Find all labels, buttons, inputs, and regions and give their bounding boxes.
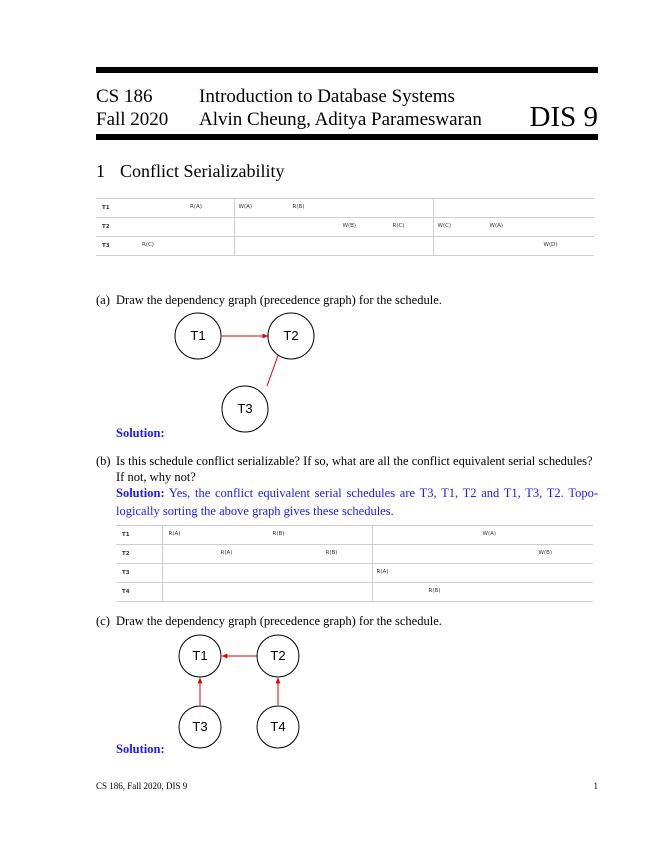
operation: R(A) — [220, 550, 233, 556]
operation: W(C) — [437, 223, 452, 229]
part-b-solution-line1: Yes, the conflict equivalent serial schedules are T3, T1, T2 and T1, T3, T2. Topo- — [168, 486, 598, 500]
cell — [234, 218, 433, 237]
part-b-question-line2: If not, why not? — [116, 470, 196, 484]
header-bottom-rule — [96, 134, 598, 140]
part-b-solution-label: Solution: — [116, 486, 165, 500]
part-a-question — [96, 292, 442, 308]
part-c-label: (c) — [96, 614, 110, 628]
cell — [372, 526, 593, 545]
table-row — [96, 218, 594, 237]
operation: W(B) — [538, 550, 553, 556]
cell — [162, 564, 372, 583]
schedule-2-table — [116, 525, 593, 602]
table-row — [96, 237, 594, 256]
row-label: T1 — [96, 199, 138, 218]
section-title: Conflict Serializability — [120, 161, 285, 181]
cell — [372, 583, 593, 602]
part-a-question-text: Draw the dependency graph (precedence graph) for the schedule. — [116, 293, 442, 307]
cell — [138, 218, 234, 237]
cell — [234, 237, 433, 256]
graph-node-t3 — [222, 386, 268, 432]
operation: R(C) — [392, 223, 405, 229]
instructors: Alvin Cheung, Aditya Parameswaran — [199, 109, 482, 130]
part-b-question — [96, 453, 601, 469]
node-label: T2 — [283, 328, 299, 343]
term: Fall 2020 — [96, 109, 169, 130]
row-label: T2 — [96, 218, 138, 237]
cell — [162, 583, 372, 602]
operation: W(A) — [238, 204, 252, 210]
cell — [433, 237, 594, 256]
part-c-question-text: Draw the dependency graph (precedence graph) for the schedule. — [116, 614, 442, 628]
operation: W(A) — [489, 223, 503, 229]
table-row — [116, 545, 593, 564]
table-row — [116, 526, 593, 545]
cell — [138, 199, 234, 218]
node-label: T1 — [190, 328, 206, 343]
node-label: T3 — [237, 401, 253, 416]
section-number: 1 — [96, 161, 105, 181]
part-b-solution — [116, 485, 598, 501]
cell — [372, 564, 593, 583]
graph-node-t2 — [257, 635, 299, 677]
part-b-solution-line2: logically sorting the above graph gives these schedules. — [116, 504, 394, 518]
node-label: T2 — [270, 648, 286, 663]
cell — [234, 199, 433, 218]
course-code: CS 186 — [96, 86, 153, 107]
graph-node-t3 — [179, 706, 221, 748]
operation: R(C) — [142, 242, 154, 248]
table-row — [116, 583, 593, 602]
row-label: T4 — [116, 583, 162, 602]
graph-node-t1 — [179, 635, 221, 677]
table-row — [116, 564, 593, 583]
row-label: T2 — [116, 545, 162, 564]
operation: W(A) — [482, 531, 496, 537]
node-label: T4 — [270, 719, 286, 734]
schedule-1-table — [96, 198, 594, 256]
cell — [433, 199, 594, 218]
course-title: Introduction to Database Systems — [199, 86, 455, 107]
section-heading — [96, 161, 284, 182]
table-row — [96, 199, 594, 218]
graph-node-t4 — [257, 706, 299, 748]
part-a-label: (a) — [96, 293, 110, 307]
header-top-rule — [96, 67, 598, 73]
cell — [162, 545, 372, 564]
operation: W(D) — [543, 242, 558, 248]
doc-id: DIS 9 — [529, 101, 598, 133]
dependency-graph-a — [160, 310, 340, 435]
graph-node-t1 — [175, 313, 221, 359]
operation: R(B) — [428, 588, 441, 594]
operation: R(A) — [190, 204, 202, 210]
cell — [372, 545, 593, 564]
part-b-label: (b) — [96, 454, 111, 468]
operation: R(A) — [168, 531, 181, 537]
operation: R(A) — [376, 569, 389, 575]
row-label: T1 — [116, 526, 162, 545]
cell — [138, 237, 234, 256]
operation: R(B) — [272, 531, 285, 537]
footer-left: CS 186, Fall 2020, DIS 9 — [96, 781, 188, 791]
part-c-solution-label: Solution: — [116, 742, 165, 756]
node-label: T1 — [192, 648, 208, 663]
cell — [162, 526, 372, 545]
node-label: T3 — [192, 719, 208, 734]
cell — [433, 218, 594, 237]
page-number: 1 — [593, 781, 598, 791]
operation: R(B) — [292, 204, 305, 210]
part-c-question — [96, 613, 442, 629]
dependency-graph-c — [170, 628, 310, 754]
graph-node-t2 — [268, 313, 314, 359]
row-label: T3 — [116, 564, 162, 583]
part-b-question-line1: Is this schedule conflict serializable? If so, what are all the conflict equivalent serial schedules? — [116, 454, 593, 468]
operation: R(B) — [325, 550, 338, 556]
operation: W(B) — [342, 223, 357, 229]
row-label: T3 — [96, 237, 138, 256]
part-a-solution-label: Solution: — [116, 426, 165, 440]
